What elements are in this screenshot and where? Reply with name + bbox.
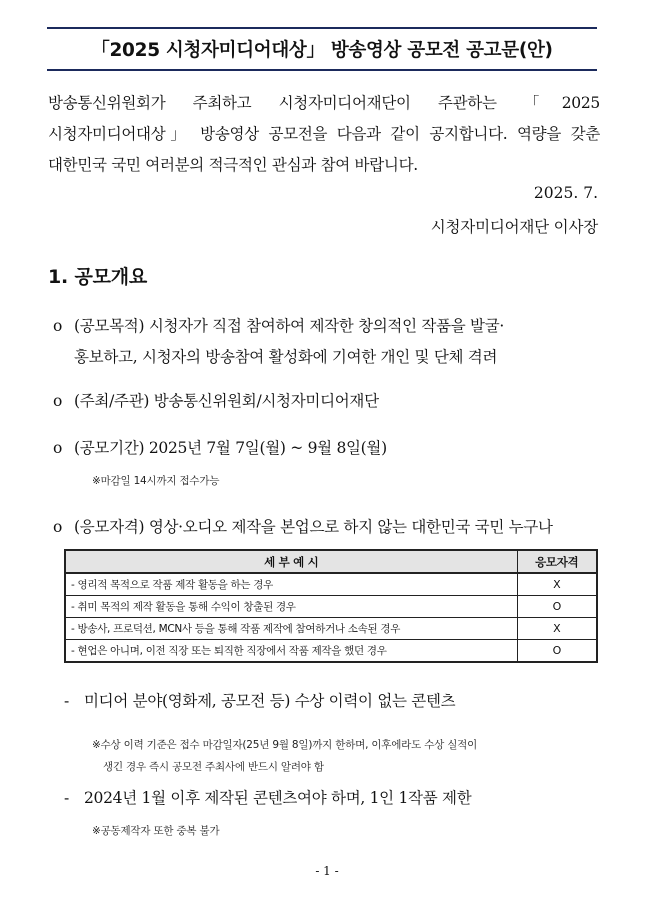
bullet-purpose (53, 313, 601, 371)
table-row (65, 573, 597, 596)
period-note: ※마감일 14시까지 접수가능 (92, 475, 220, 487)
award-note (92, 734, 602, 778)
row-description: - 취미 목적의 제작 활동을 통해 수익이 창출된 경우 (65, 596, 517, 618)
eligibility-detail-table (64, 549, 598, 663)
bullet-period (53, 436, 387, 458)
eligibility-text: 영상·오디오 제작을 본업으로 하지 않는 대한민국 국민 누구나 (148, 518, 553, 536)
notice-signer: 시청자미디어재단 이사장 (430, 218, 598, 236)
purpose-text-line2: 홍보하고, 시청자의 방송참여 활성화에 기여한 개인 및 단체 격려 (74, 348, 498, 366)
section-heading-overview: 1. 공모개요 (48, 266, 148, 288)
bullet-mark: o (53, 439, 63, 457)
column-header-detail: 세 부 예 시 (65, 550, 517, 573)
period-text: 2025년 7월 7일(월) ~ 9월 8일(월) (148, 439, 387, 457)
page-number: - 1 - (315, 864, 339, 878)
table-row (65, 640, 597, 663)
dash-mark: - (64, 692, 69, 710)
bullet-mark: o (53, 317, 63, 335)
bullet-mark: o (53, 392, 63, 410)
table-header-row (65, 550, 597, 573)
bullet-eligibility (53, 515, 553, 537)
row-description: - 방송사, 프로덕션, MCN사 등을 통해 작품 제작에 참여하거나 소속된 경우 (65, 618, 517, 640)
production-note: ※공동제작자 또한 중복 불가 (92, 825, 220, 837)
eligibility-label: (응모자격) (74, 518, 145, 536)
document-title: 「2025 시청자미디어대상」 방송영상 공모전 공고문(안) (91, 40, 553, 61)
row-eligibility-mark: O (517, 596, 597, 618)
host-label: (주최/주관) (74, 392, 150, 410)
bullet-host (53, 389, 379, 411)
row-eligibility-mark: X (517, 573, 597, 596)
award-note-line1: ※수상 이력 기준은 접수 마감일자(25년 9월 8일)까지 한하며, 이후에라도 수상 실적이 (92, 739, 478, 751)
purpose-label: (공모목적) (74, 317, 145, 335)
award-note-line2: 생긴 경우 즉시 공모전 주최사에 반드시 알려야 함 (103, 761, 324, 773)
condition-production (64, 786, 471, 808)
production-condition-text: 2024년 1월 이후 제작된 콘텐츠여야 하며, 1인 1작품 제한 (84, 789, 472, 807)
purpose-text-line1: 시청자가 직접 참여하여 제작한 창의적인 작품을 발굴· (148, 317, 505, 335)
row-description: - 영리적 목적으로 작품 제작 활동을 하는 경우 (65, 573, 517, 596)
table-row (65, 618, 597, 640)
intro-paragraph: 방송통신위원회가 주최하고 시청자미디어재단이 주관하는 「2025 시청자미디어대상」 방송영상 공모전을 다음과 같이 공지합니다. 역량을 갖춘 대한민국 국민 여러분의 적극적인 관심과 참여 바랍니다. (48, 94, 600, 174)
bullet-mark: o (53, 518, 63, 536)
row-eligibility-mark: X (517, 618, 597, 640)
notice-date: 2025. 7. (533, 184, 598, 202)
dash-mark: - (64, 789, 69, 807)
title-box (47, 27, 597, 71)
condition-award (64, 689, 455, 711)
period-label: (공모기간) (74, 439, 145, 457)
row-eligibility-mark: O (517, 640, 597, 663)
host-text: 방송통신위원회/시청자미디어재단 (153, 392, 379, 410)
row-description: - 현업은 아니며, 이전 직장 또는 퇴직한 직장에서 작품 제작을 했던 경우 (65, 640, 517, 663)
award-condition-text: 미디어 분야(영화제, 공모전 등) 수상 이력이 없는 콘텐츠 (84, 692, 456, 710)
table-row (65, 596, 597, 618)
column-header-eligibility: 응모자격 (517, 550, 597, 573)
